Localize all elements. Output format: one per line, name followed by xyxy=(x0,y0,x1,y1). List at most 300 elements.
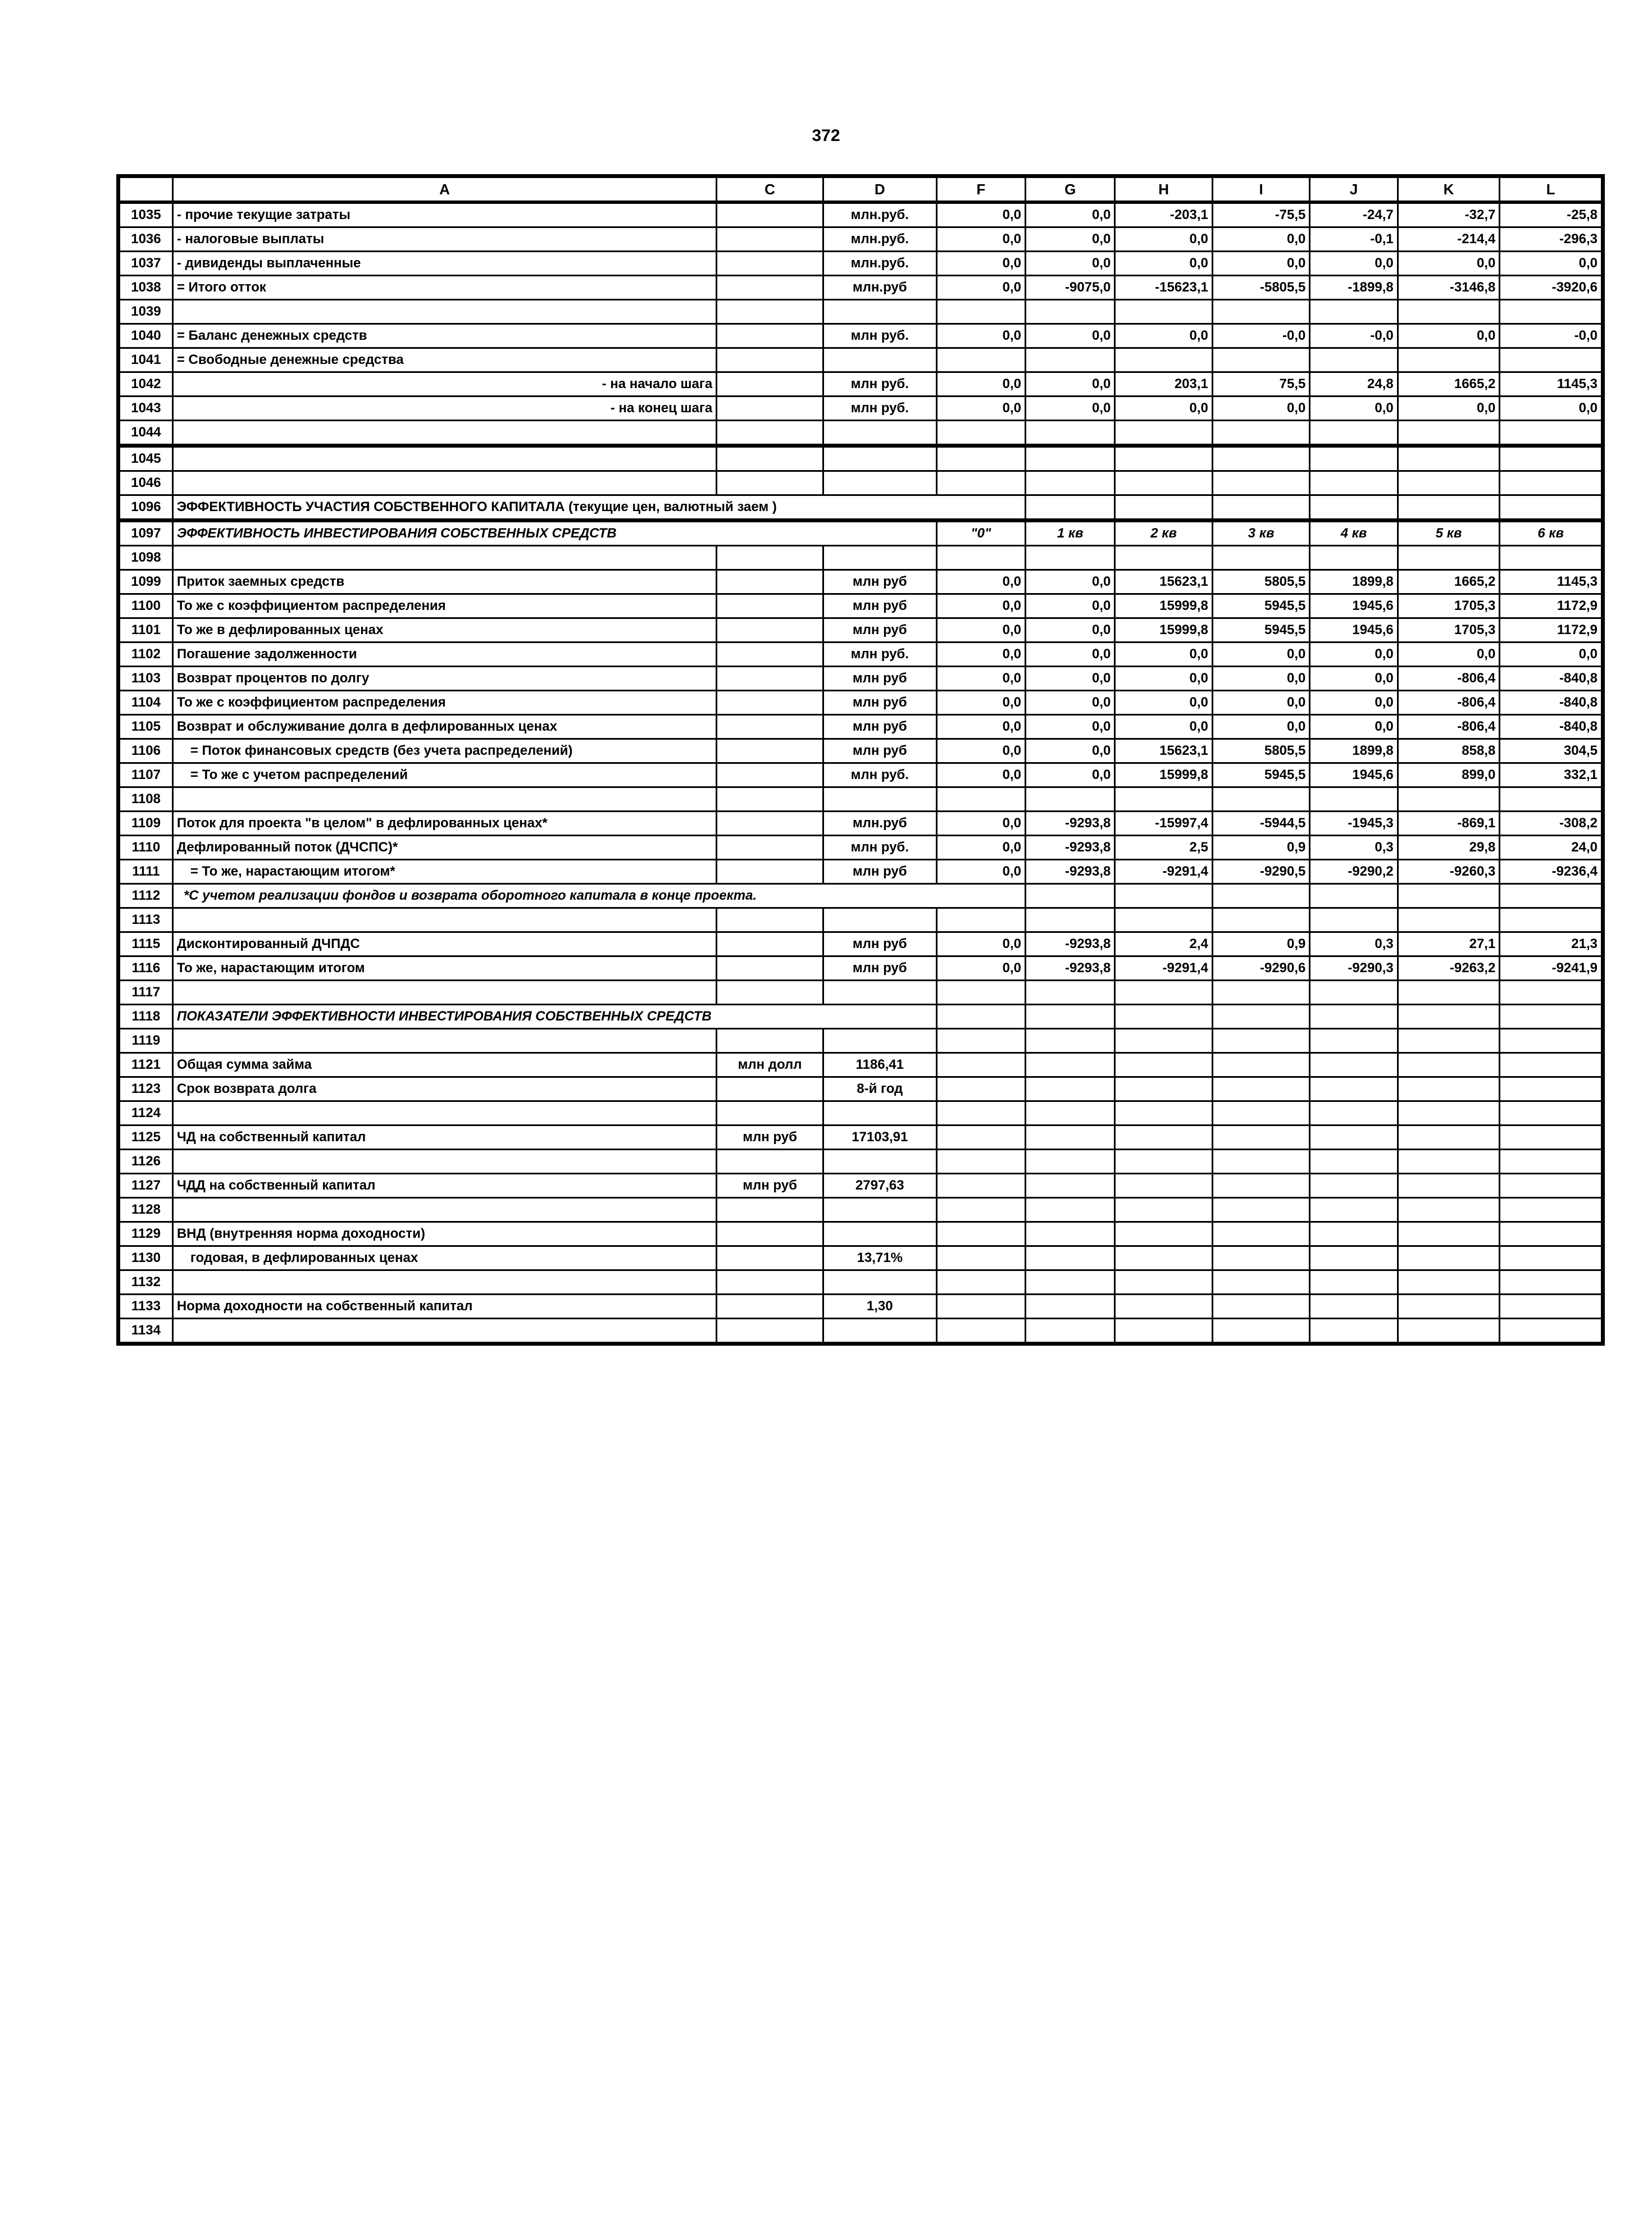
unit-cell: млн руб xyxy=(717,1126,823,1150)
value-cell: 0,3 xyxy=(1310,836,1398,860)
value-cell: 0,0 xyxy=(1500,643,1603,667)
empty-cell xyxy=(1115,884,1213,908)
unit-cell: млн.руб. xyxy=(823,227,936,252)
indicator-value: 2797,63 xyxy=(823,1174,936,1198)
col-c-cell xyxy=(717,348,823,372)
row-number: 1043 xyxy=(119,397,173,421)
empty-cell xyxy=(1115,1077,1213,1101)
unit-cell xyxy=(717,1029,823,1053)
empty-cell xyxy=(1212,1126,1310,1150)
value-cell: 0,0 xyxy=(1310,397,1398,421)
empty-cell xyxy=(1310,495,1398,521)
empty-cell xyxy=(1115,446,1213,471)
empty-cell xyxy=(1500,1077,1603,1101)
value-cell: 1665,2 xyxy=(1398,570,1500,594)
unit-cell xyxy=(823,981,936,1005)
empty-cell xyxy=(1500,1029,1603,1053)
table-row xyxy=(119,860,1603,884)
value-cell: 304,5 xyxy=(1500,739,1603,763)
value-cell: 0,0 xyxy=(936,252,1025,276)
empty-cell xyxy=(1500,884,1603,908)
indicator-value xyxy=(823,1150,936,1174)
row-number: 1036 xyxy=(119,227,173,252)
value-cell: 0,0 xyxy=(1310,691,1398,715)
section-title: ЭФФЕКТИВНОСТЬ ИНВЕСТИРОВАНИЯ СОБСТВЕННЫХ СРЕДСТВ xyxy=(172,521,936,546)
empty-cell xyxy=(936,1053,1025,1077)
empty-cell xyxy=(1212,1270,1310,1295)
value-cell xyxy=(1500,908,1603,932)
value-cell: -9293,8 xyxy=(1026,932,1115,956)
unit-cell: млн руб. xyxy=(823,836,936,860)
table-row xyxy=(119,1295,1603,1319)
column-header: F xyxy=(936,176,1025,203)
value-cell: -9293,8 xyxy=(1026,956,1115,981)
row-label: годовая, в дефлированных ценах xyxy=(172,1246,716,1270)
row-label: = То же с учетом распределений xyxy=(172,763,716,787)
empty-cell xyxy=(1026,1005,1115,1029)
value-cell xyxy=(1310,787,1398,812)
row-label xyxy=(172,546,716,570)
empty-cell xyxy=(1026,495,1115,521)
table-row xyxy=(119,787,1603,812)
col-c-cell xyxy=(717,276,823,300)
table-row xyxy=(119,836,1603,860)
value-cell: 0,0 xyxy=(1398,397,1500,421)
row-label: = Поток финансовых средств (без учета распределений) xyxy=(172,739,716,763)
value-cell: -0,0 xyxy=(1500,324,1603,348)
value-cell xyxy=(1310,908,1398,932)
empty-cell xyxy=(1398,1053,1500,1077)
empty-cell xyxy=(1500,1053,1603,1077)
col-c-cell xyxy=(717,372,823,397)
value-cell: 0,0 xyxy=(936,643,1025,667)
empty-cell xyxy=(1026,884,1115,908)
table-row xyxy=(119,667,1603,691)
row-label xyxy=(172,1198,716,1222)
col-c-cell xyxy=(717,860,823,884)
row-label xyxy=(172,787,716,812)
row-number: 1133 xyxy=(119,1295,173,1319)
col-c-cell xyxy=(717,715,823,739)
unit-cell: млн руб xyxy=(823,667,936,691)
value-cell: 0,0 xyxy=(1026,763,1115,787)
value-cell: 0,0 xyxy=(1310,643,1398,667)
col-c-cell xyxy=(717,981,823,1005)
table-row xyxy=(119,300,1603,324)
value-cell: 0,0 xyxy=(1026,372,1115,397)
value-cell xyxy=(936,787,1025,812)
row-label: То же в дефлированных ценах xyxy=(172,618,716,643)
table-row xyxy=(119,1222,1603,1246)
row-label: - на начало шага xyxy=(172,372,716,397)
value-cell: -1899,8 xyxy=(1310,276,1398,300)
empty-cell xyxy=(1212,1053,1310,1077)
unit-cell: млн руб xyxy=(823,691,936,715)
row-label xyxy=(172,981,716,1005)
unit-cell xyxy=(823,908,936,932)
value-cell: 0,3 xyxy=(1310,932,1398,956)
row-number: 1116 xyxy=(119,956,173,981)
value-cell: 0,0 xyxy=(936,667,1025,691)
row-number: 1040 xyxy=(119,324,173,348)
col-c-cell xyxy=(717,594,823,618)
row-label: ЧДД на собственный капитал xyxy=(172,1174,716,1198)
empty-cell xyxy=(1310,1246,1398,1270)
value-cell: 1145,3 xyxy=(1500,570,1603,594)
empty-cell xyxy=(1310,446,1398,471)
col-c-cell xyxy=(717,546,823,570)
col-c-cell xyxy=(717,739,823,763)
row-label xyxy=(172,908,716,932)
value-cell xyxy=(936,981,1025,1005)
row-label xyxy=(172,1029,716,1053)
col-c-cell xyxy=(717,202,823,227)
value-cell: 0,0 xyxy=(936,812,1025,836)
value-cell: -9290,2 xyxy=(1310,860,1398,884)
table-row xyxy=(119,594,1603,618)
row-label: ЧД на собственный капитал xyxy=(172,1126,716,1150)
value-cell: 0,0 xyxy=(1310,252,1398,276)
empty-cell xyxy=(936,471,1025,495)
value-cell: -869,1 xyxy=(1398,812,1500,836)
table-row xyxy=(119,1270,1603,1295)
table-row xyxy=(119,908,1603,932)
row-label: То же с коэффициентом распределения xyxy=(172,691,716,715)
value-cell: 24,8 xyxy=(1310,372,1398,397)
empty-cell xyxy=(936,1150,1025,1174)
empty-cell xyxy=(1115,495,1213,521)
empty-cell xyxy=(1310,1222,1398,1246)
value-cell xyxy=(936,421,1025,446)
unit-cell: млн.руб xyxy=(823,276,936,300)
value-cell: 0,0 xyxy=(936,739,1025,763)
unit-cell: млн руб xyxy=(823,739,936,763)
value-cell xyxy=(1500,546,1603,570)
column-header: G xyxy=(1026,176,1115,203)
indicator-value: 1186,41 xyxy=(823,1053,936,1077)
value-cell xyxy=(1212,348,1310,372)
value-cell: -9293,8 xyxy=(1026,860,1115,884)
empty-cell xyxy=(936,1077,1025,1101)
table-row xyxy=(119,1198,1603,1222)
col-c-cell xyxy=(717,956,823,981)
value-cell: 24,0 xyxy=(1500,836,1603,860)
value-cell: 5945,5 xyxy=(1212,618,1310,643)
row-number: 1042 xyxy=(119,372,173,397)
empty-cell xyxy=(936,1246,1025,1270)
indicator-value: 17103,91 xyxy=(823,1126,936,1150)
section-row xyxy=(119,1005,1603,1029)
row-number: 1100 xyxy=(119,594,173,618)
value-cell xyxy=(1212,421,1310,446)
unit-cell: млн руб. xyxy=(823,763,936,787)
empty-cell xyxy=(936,1295,1025,1319)
empty-cell xyxy=(1500,1150,1603,1174)
row-label: Поток для проекта "в целом" в дефлированных ценах* xyxy=(172,812,716,836)
row-number: 1102 xyxy=(119,643,173,667)
table-row xyxy=(119,812,1603,836)
row-label: То же, нарастающим итогом xyxy=(172,956,716,981)
empty-cell xyxy=(1310,1053,1398,1077)
empty-cell xyxy=(1310,1174,1398,1198)
value-cell xyxy=(1026,421,1115,446)
row-number: 1041 xyxy=(119,348,173,372)
row-label: - на конец шага xyxy=(172,397,716,421)
col-c-cell xyxy=(717,300,823,324)
table-row xyxy=(119,1077,1603,1101)
indicator-value xyxy=(823,1319,936,1344)
value-cell: 1172,9 xyxy=(1500,618,1603,643)
table-row xyxy=(119,1246,1603,1270)
value-cell: 0,0 xyxy=(1026,715,1115,739)
value-cell xyxy=(1398,300,1500,324)
value-cell: 0,9 xyxy=(1212,932,1310,956)
empty-cell xyxy=(1212,495,1310,521)
value-cell: -24,7 xyxy=(1310,202,1398,227)
empty-cell xyxy=(1310,1295,1398,1319)
table-row xyxy=(119,276,1603,300)
empty-cell xyxy=(1500,1005,1603,1029)
value-cell: 1665,2 xyxy=(1398,372,1500,397)
row-label: Приток заемных средств xyxy=(172,570,716,594)
value-cell xyxy=(1026,300,1115,324)
empty-cell xyxy=(1115,1222,1213,1246)
value-cell: 0,0 xyxy=(1115,252,1213,276)
value-cell: 0,0 xyxy=(1500,252,1603,276)
table-row xyxy=(119,932,1603,956)
empty-cell xyxy=(1026,1174,1115,1198)
value-cell: 0,0 xyxy=(936,715,1025,739)
value-cell: 75,5 xyxy=(1212,372,1310,397)
row-label xyxy=(172,421,716,446)
row-label: Общая сумма займа xyxy=(172,1053,716,1077)
value-cell: 0,0 xyxy=(1310,715,1398,739)
col-c-cell xyxy=(717,421,823,446)
unit-cell xyxy=(823,348,936,372)
table-row xyxy=(119,546,1603,570)
empty-cell xyxy=(1500,1198,1603,1222)
col-c-cell xyxy=(717,812,823,836)
indicator-value xyxy=(823,1101,936,1126)
empty-cell xyxy=(1115,1101,1213,1126)
value-cell: -214,4 xyxy=(1398,227,1500,252)
row-number: 1126 xyxy=(119,1150,173,1174)
value-cell xyxy=(1500,348,1603,372)
empty-cell xyxy=(1500,495,1603,521)
unit-cell: млн руб xyxy=(823,618,936,643)
value-cell: 0,0 xyxy=(1115,227,1213,252)
table-row xyxy=(119,739,1603,763)
step-label: 2 кв xyxy=(1115,521,1213,546)
value-cell: 0,0 xyxy=(936,570,1025,594)
value-cell: 1945,6 xyxy=(1310,618,1398,643)
value-cell: 0,0 xyxy=(1026,643,1115,667)
value-cell: -9293,8 xyxy=(1026,812,1115,836)
column-header: L xyxy=(1500,176,1603,203)
value-cell xyxy=(1500,981,1603,1005)
empty-cell xyxy=(1398,1005,1500,1029)
col-c-cell xyxy=(717,908,823,932)
row-number: 1045 xyxy=(119,446,173,471)
value-cell xyxy=(1398,546,1500,570)
spreadsheet-table xyxy=(116,174,1605,1346)
value-cell: 1172,9 xyxy=(1500,594,1603,618)
row-number: 1125 xyxy=(119,1126,173,1150)
empty-cell xyxy=(823,471,936,495)
col-c-cell xyxy=(717,618,823,643)
empty-cell xyxy=(1212,1246,1310,1270)
value-cell: -25,8 xyxy=(1500,202,1603,227)
row-label: Погашение задолженности xyxy=(172,643,716,667)
empty-cell xyxy=(1212,1101,1310,1126)
value-cell xyxy=(936,546,1025,570)
value-cell: 0,0 xyxy=(936,397,1025,421)
unit-cell: млн руб xyxy=(823,860,936,884)
value-cell: -5944,5 xyxy=(1212,812,1310,836)
empty-cell xyxy=(1026,1246,1115,1270)
value-cell xyxy=(1310,421,1398,446)
row-number: 1046 xyxy=(119,471,173,495)
empty-cell xyxy=(1026,1270,1115,1295)
column-header-row xyxy=(119,176,1603,203)
empty-cell xyxy=(1500,1101,1603,1126)
value-cell: -0,1 xyxy=(1310,227,1398,252)
table-row xyxy=(119,1029,1603,1053)
empty-cell xyxy=(1398,1295,1500,1319)
value-cell: -9291,4 xyxy=(1115,956,1213,981)
empty-cell xyxy=(936,1174,1025,1198)
col-c-cell xyxy=(717,227,823,252)
col-c-cell xyxy=(717,691,823,715)
empty-cell xyxy=(1398,1126,1500,1150)
empty-cell xyxy=(1115,1126,1213,1150)
empty-cell xyxy=(1026,1295,1115,1319)
empty-cell xyxy=(1310,1319,1398,1344)
empty-cell xyxy=(936,1029,1025,1053)
value-cell: 0,0 xyxy=(1115,643,1213,667)
column-header: A xyxy=(172,176,716,203)
value-cell: 5805,5 xyxy=(1212,739,1310,763)
value-cell: -9236,4 xyxy=(1500,860,1603,884)
section-title: ПОКАЗАТЕЛИ ЭФФЕКТИВНОСТИ ИНВЕСТИРОВАНИЯ СОБСТВЕННЫХ СРЕДСТВ xyxy=(172,1005,936,1029)
value-cell: 0,0 xyxy=(936,956,1025,981)
value-cell: 0,0 xyxy=(1398,643,1500,667)
empty-cell xyxy=(1115,471,1213,495)
empty-cell xyxy=(1026,1198,1115,1222)
value-cell xyxy=(1115,546,1213,570)
value-cell: 15999,8 xyxy=(1115,618,1213,643)
value-cell: 5945,5 xyxy=(1212,594,1310,618)
row-number: 1096 xyxy=(119,495,173,521)
value-cell: -0,0 xyxy=(1310,324,1398,348)
section-title: ЭФФЕКТИВНОСТЬ УЧАСТИЯ СОБСТВЕННОГО КАПИТАЛА (текущие цен, валютный заем ) xyxy=(172,495,1025,521)
empty-cell xyxy=(1310,1077,1398,1101)
value-cell: -9290,5 xyxy=(1212,860,1310,884)
value-cell: -5805,5 xyxy=(1212,276,1310,300)
empty-cell xyxy=(1398,446,1500,471)
row-number: 1099 xyxy=(119,570,173,594)
value-cell xyxy=(936,300,1025,324)
table-row xyxy=(119,981,1603,1005)
row-label: ВНД (внутренняя норма доходности) xyxy=(172,1222,716,1246)
empty-cell xyxy=(1398,1246,1500,1270)
row-number: 1110 xyxy=(119,836,173,860)
empty-cell xyxy=(1310,884,1398,908)
empty-cell xyxy=(1310,1005,1398,1029)
value-cell xyxy=(1026,981,1115,1005)
table-row xyxy=(119,715,1603,739)
value-cell xyxy=(1500,421,1603,446)
table-row xyxy=(119,227,1603,252)
col-c-cell xyxy=(717,667,823,691)
column-header: C xyxy=(717,176,823,203)
value-cell xyxy=(936,348,1025,372)
step-label: "0" xyxy=(936,521,1025,546)
empty-cell xyxy=(936,446,1025,471)
value-cell: 0,0 xyxy=(1115,667,1213,691)
empty-cell xyxy=(1500,1319,1603,1344)
row-label: - прочие текущие затраты xyxy=(172,202,716,227)
empty-cell xyxy=(1115,1270,1213,1295)
empty-cell xyxy=(1398,1222,1500,1246)
value-cell: 0,9 xyxy=(1212,836,1310,860)
table-row xyxy=(119,1126,1603,1150)
value-cell: 0,0 xyxy=(1398,252,1500,276)
value-cell: -0,0 xyxy=(1212,324,1310,348)
unit-cell: млн руб. xyxy=(823,372,936,397)
value-cell: -3920,6 xyxy=(1500,276,1603,300)
col-c-cell xyxy=(717,836,823,860)
row-label: - дивиденды выплаченные xyxy=(172,252,716,276)
value-cell xyxy=(1500,300,1603,324)
row-number: 1044 xyxy=(119,421,173,446)
empty-cell xyxy=(1398,1198,1500,1222)
col-c-cell xyxy=(717,932,823,956)
row-number: 1129 xyxy=(119,1222,173,1246)
value-cell xyxy=(1115,300,1213,324)
value-cell: -9241,9 xyxy=(1500,956,1603,981)
value-cell: -840,8 xyxy=(1500,667,1603,691)
unit-cell xyxy=(717,1222,823,1246)
table-row xyxy=(119,1174,1603,1198)
unit-cell: млн руб xyxy=(823,715,936,739)
value-cell: -806,4 xyxy=(1398,715,1500,739)
empty-cell xyxy=(1212,1005,1310,1029)
col-c-cell xyxy=(717,252,823,276)
table-row xyxy=(119,956,1603,981)
value-cell: 0,0 xyxy=(936,372,1025,397)
row-number: 1111 xyxy=(119,860,173,884)
row-number: 1119 xyxy=(119,1029,173,1053)
empty-cell xyxy=(1398,1270,1500,1295)
value-cell: 0,0 xyxy=(936,618,1025,643)
unit-cell xyxy=(823,546,936,570)
empty-cell xyxy=(1500,471,1603,495)
empty-cell xyxy=(1212,1150,1310,1174)
value-cell xyxy=(1398,787,1500,812)
empty-cell xyxy=(1398,495,1500,521)
value-cell: 2,4 xyxy=(1115,932,1213,956)
row-label xyxy=(172,1319,716,1344)
value-cell xyxy=(1212,300,1310,324)
row-number: 1132 xyxy=(119,1270,173,1295)
empty-cell xyxy=(1212,1029,1310,1053)
unit-cell xyxy=(717,1270,823,1295)
row-label: Норма доходности на собственный капитал xyxy=(172,1295,716,1319)
value-cell: 0,0 xyxy=(1026,594,1115,618)
row-number: 1107 xyxy=(119,763,173,787)
value-cell: -75,5 xyxy=(1212,202,1310,227)
